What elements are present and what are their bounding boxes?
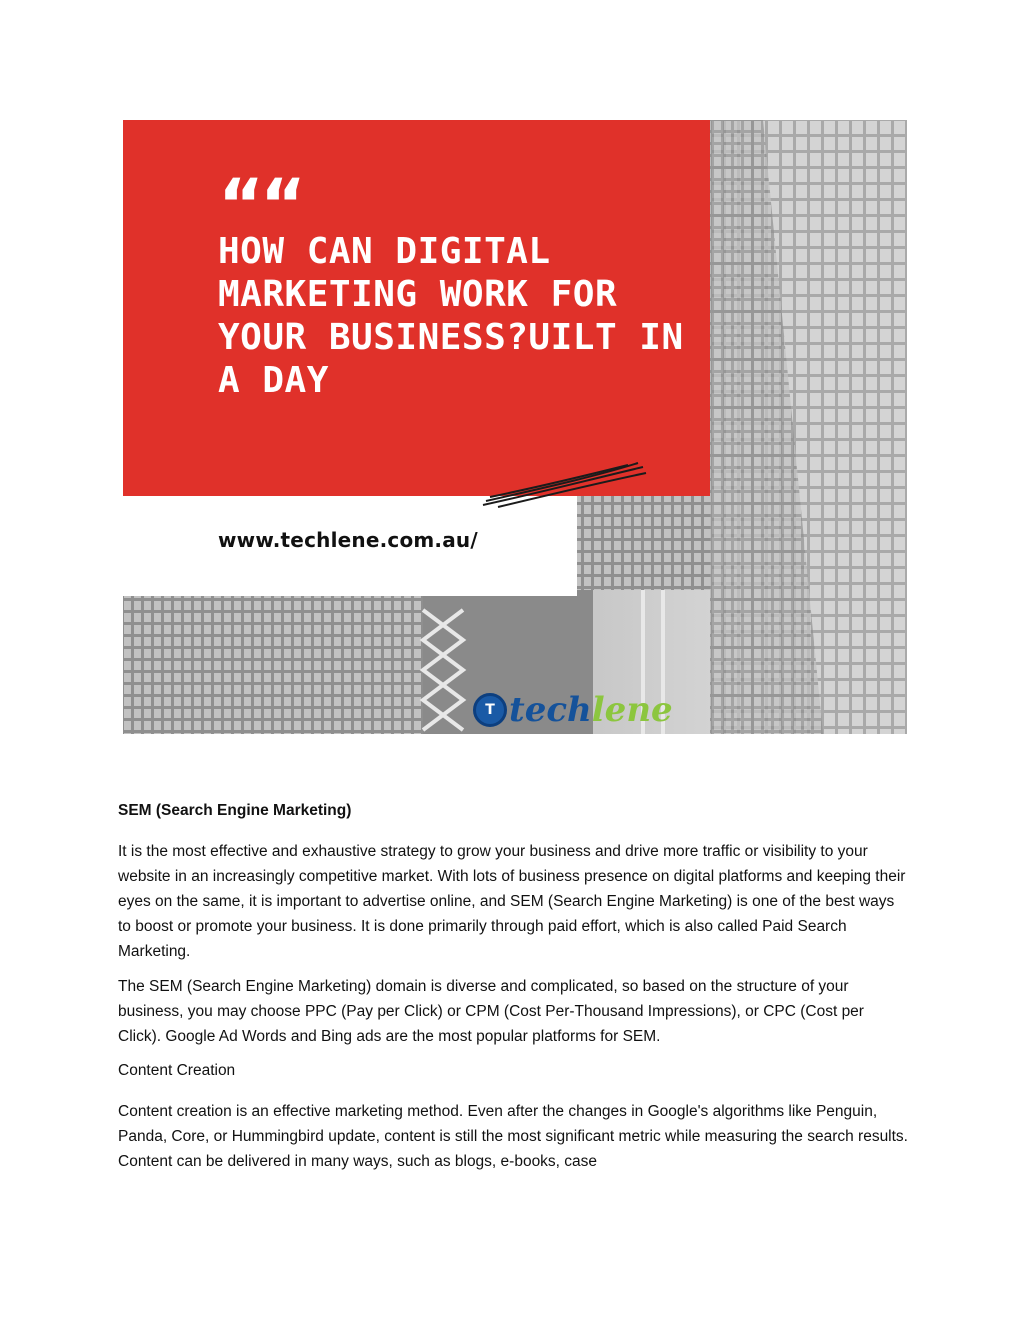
scribble-underline xyxy=(478,455,648,515)
logo-mark-icon: T xyxy=(473,693,507,727)
logo-text-lene: lene xyxy=(591,690,673,730)
banner-headline: HOW CAN DIGITAL MARKETING WORK FOR YOUR BUSINESS?UILT IN A DAY xyxy=(218,231,684,401)
quote-mark: ““ xyxy=(218,164,303,246)
heading-sem: SEM (Search Engine Marketing) xyxy=(118,802,352,819)
paragraph-sem-1: It is the most effective and exhaustive strategy to grow your business and drive more traffic or visibility to your website in an increasingly competitive market. With lots of business presence on digital platforms and keeping their eyes on the same, it is important to advertise online, and SEM (Search Engine Marketing) is one of the best ways to boost or promote your business. It is done primarily through paid effort, which is also called Paid Search Marketing. xyxy=(118,843,906,960)
paragraph-sem-2: The SEM (Search Engine Marketing) domain is diverse and complicated, so based on the structure of your business, you may choose PPC (Pay per Click) or CPM (Cost Per-Thousand Impressions), or CPC (Cost per Click). Google Ad Words and Bing ads are the most popular platforms for SEM. xyxy=(118,978,864,1045)
logo-text-tech: tech xyxy=(509,690,592,730)
paragraph-content-creation: Content creation is an effective marketing method. Even after the changes in Google's algorithms like Penguin, Panda, Core, or Hummingbird update, content is still the most significant metric while measuring the search results. Content can be delivered in many ways, such as blogs, e-books, case xyxy=(118,1103,908,1170)
techlene-logo xyxy=(473,690,673,730)
hero-banner-image xyxy=(123,120,907,734)
heading-content-creation: Content Creation xyxy=(118,1062,236,1079)
website-url: www.techlene.com.au/ xyxy=(218,528,478,552)
